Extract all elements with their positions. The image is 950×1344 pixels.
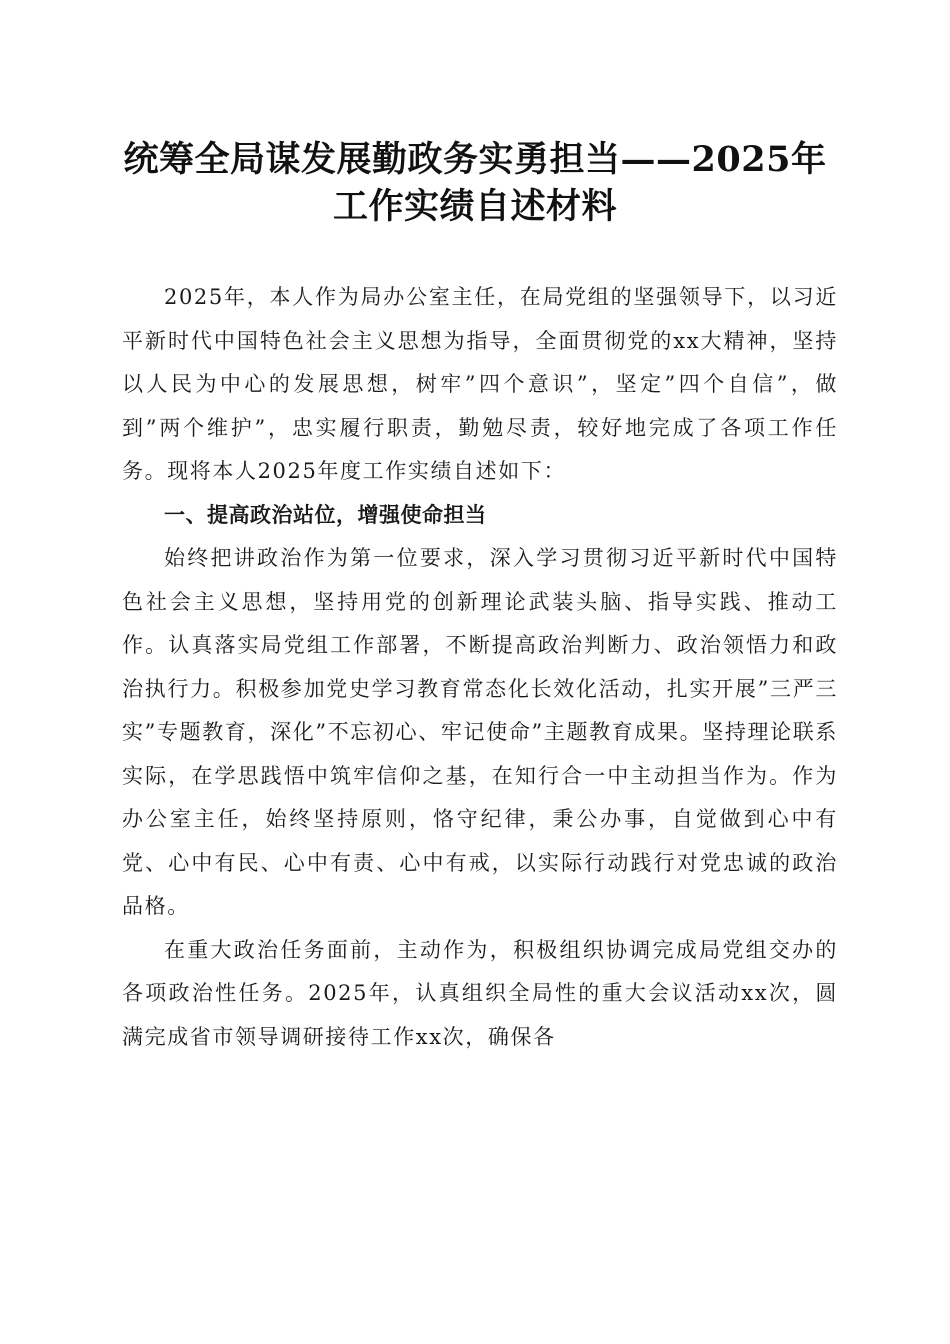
section1-paragraph-2: 在重大政治任务面前，主动作为，积极组织协调完成局党组交办的各项政治性任务。2025年，认真组织全局性的重大会议活动xx次，圆满完成省市领导调研接待工作xx次，确保各: [122, 937, 838, 1049]
intro-paragraph: 2025年，本人作为局办公室主任，在局党组的坚强领导下，以习近平新时代中国特色社会主义思想为指导，全面贯彻党的xx大精神，坚持以人民为中心的发展思想，树牢”四个意识”，坚定”四个自信”，做到”两个维护”，忠实履行职责，勤勉尽责，较好地完成了各项工作任务。现将本人2025年度工作实绩自述如下：: [122, 285, 838, 483]
document-body: [122, 276, 838, 1059]
document-title: [100, 136, 850, 230]
title-line-1: 统筹全局谋发展勤政务实勇担当——2025年: [123, 139, 827, 180]
section1-paragraph-1: 始终把讲政治作为第一位要求，深入学习贯彻习近平新时代中国特色社会主义思想，坚持用党的创新理论武装头脑、指导实践、推动工作。认真落实局党组工作部署，不断提高政治判断力、政治领悟力和政治执行力。积极参加党史学习教育常态化长效化活动，扎实开展”三严三实”专题教育，深化”不忘初心、牢记使命”主题教育成果。坚持理论联系实际，在学思践悟中筑牢信仰之基，在知行合一中主动担当作为。作为办公室主任，始终坚持原则，恪守纪律，秉公办事，自觉做到心中有党、心中有民、心中有责、心中有戒，以实际行动践行对党忠诚的政治品格。: [122, 546, 838, 918]
section-heading-1: 一、提高政治站位，增强使命担当: [164, 502, 487, 527]
title-line-2: 工作实绩自述材料: [332, 186, 617, 227]
